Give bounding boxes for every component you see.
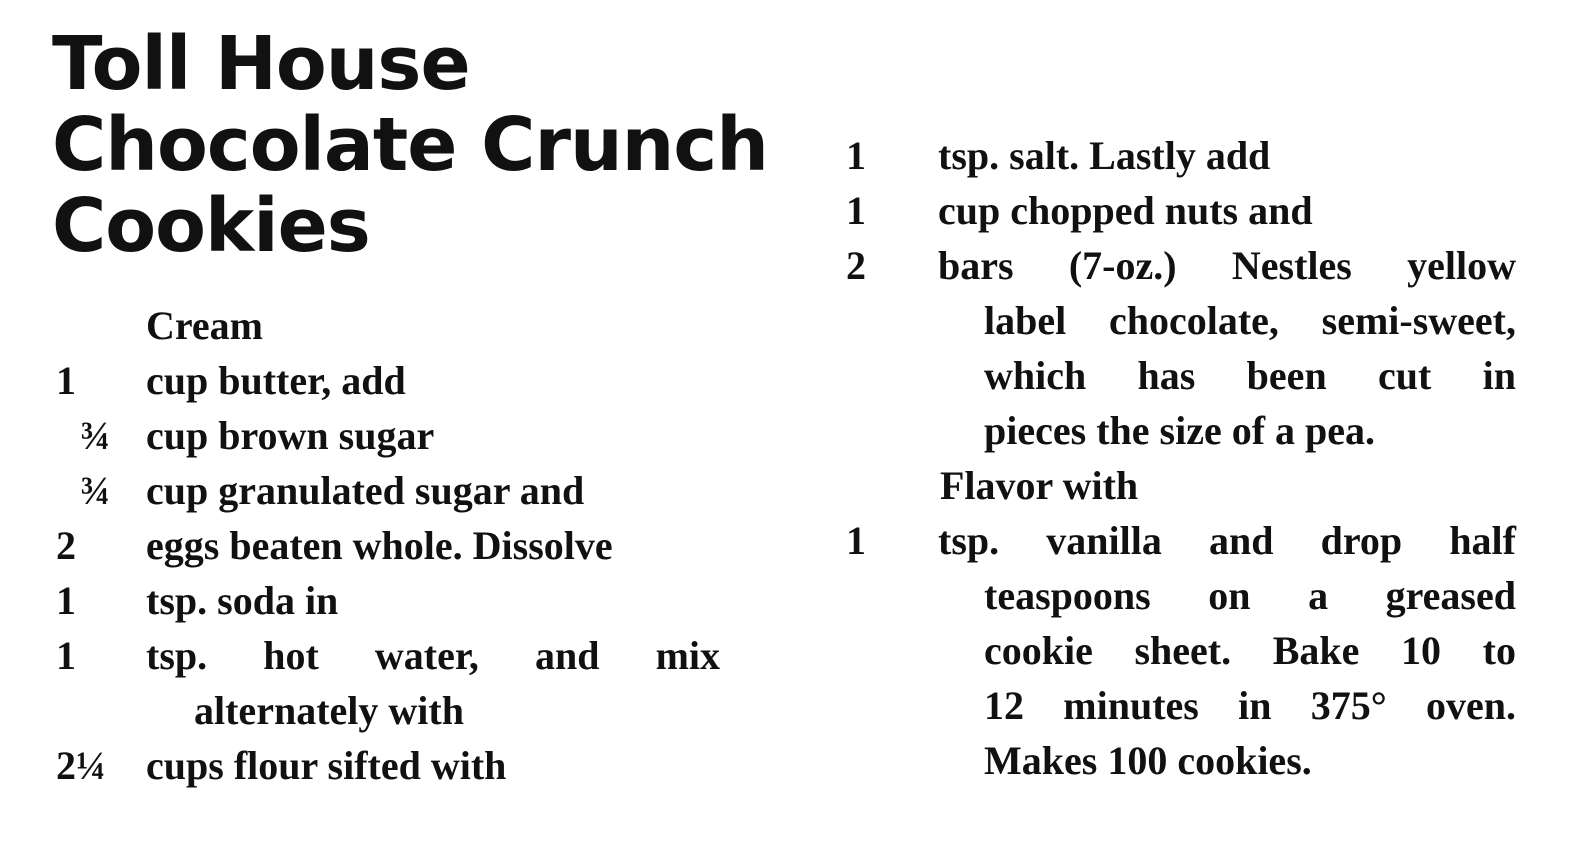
ingredient-text: teaspoons on a greased (984, 573, 1516, 618)
ingredient-continuation-line (846, 623, 1524, 678)
ingredient-text: tsp. soda in (146, 578, 339, 623)
ingredient-continuation-line (846, 403, 1524, 458)
ingredient-quantity: 2 (56, 523, 76, 568)
ingredient-line (56, 408, 726, 463)
ingredient-continuation-line (846, 733, 1524, 788)
ingredient-quantity: 1 (56, 358, 76, 403)
ingredient-continuation-line (846, 678, 1524, 733)
ingredient-quantity: 2¼ (56, 743, 106, 788)
title-line-2: Chocolate Crunch (52, 102, 768, 188)
ingredient-text: Makes 100 cookies. (984, 738, 1312, 783)
instruction-text: Cream (146, 303, 263, 348)
ingredient-line (56, 738, 726, 793)
ingredient-text: cookie sheet. Bake 10 to (984, 628, 1516, 673)
ingredient-text: 12 minutes in 375° oven. (984, 683, 1516, 728)
ingredient-line (56, 573, 726, 628)
ingredient-text: cup brown sugar (146, 413, 435, 458)
ingredient-text: label chocolate, semi-sweet, (984, 298, 1516, 343)
ingredient-text: tsp. hot water, and mix (146, 633, 720, 678)
ingredient-text: pieces the size of a pea. (984, 408, 1376, 453)
ingredient-quantity: 1 (846, 133, 866, 178)
ingredient-line (56, 518, 726, 573)
recipe-title (52, 21, 768, 269)
ingredient-text: eggs beaten whole. Dissolve (146, 523, 613, 568)
ingredient-text: tsp. vanilla and drop half (938, 518, 1516, 563)
ingredient-quantity: 1 (56, 633, 76, 678)
ingredient-continuation-line (56, 683, 726, 738)
ingredient-quantity: 1 (846, 188, 866, 233)
ingredient-line (846, 183, 1524, 238)
ingredient-line (846, 238, 1524, 293)
ingredient-continuation-line (846, 293, 1524, 348)
title-line-1: Toll House (52, 21, 470, 107)
ingredient-line (846, 513, 1524, 568)
ingredient-line (56, 463, 726, 518)
ingredient-quantity: 1 (56, 578, 76, 623)
title-line-3: Cookies (52, 183, 370, 269)
ingredient-text: cup chopped nuts and (938, 188, 1313, 233)
ingredient-line (846, 128, 1524, 183)
ingredient-quantity: ¾ (80, 468, 110, 513)
ingredient-quantity: 1 (846, 518, 866, 563)
instruction-line (56, 298, 726, 353)
ingredient-quantity: ¾ (80, 413, 110, 458)
ingredient-continuation-line (846, 568, 1524, 623)
instruction-line (846, 458, 1524, 513)
ingredient-text: cup granulated sugar and (146, 468, 585, 513)
ingredient-text: cup butter, add (146, 358, 406, 403)
right-column (846, 128, 1524, 788)
ingredient-text: tsp. salt. Lastly add (938, 133, 1271, 178)
left-column (56, 298, 726, 793)
ingredient-quantity: 2 (846, 243, 866, 288)
ingredient-line (56, 353, 726, 408)
ingredient-line (56, 628, 726, 683)
ingredient-continuation-line (846, 348, 1524, 403)
ingredient-text: which has been cut in (984, 353, 1516, 398)
ingredient-text: cups flour sifted with (146, 743, 507, 788)
ingredient-text: alternately with (194, 688, 464, 733)
ingredient-text: bars (7-oz.) Nestles yellow (938, 243, 1516, 288)
instruction-text: Flavor with (940, 463, 1139, 508)
